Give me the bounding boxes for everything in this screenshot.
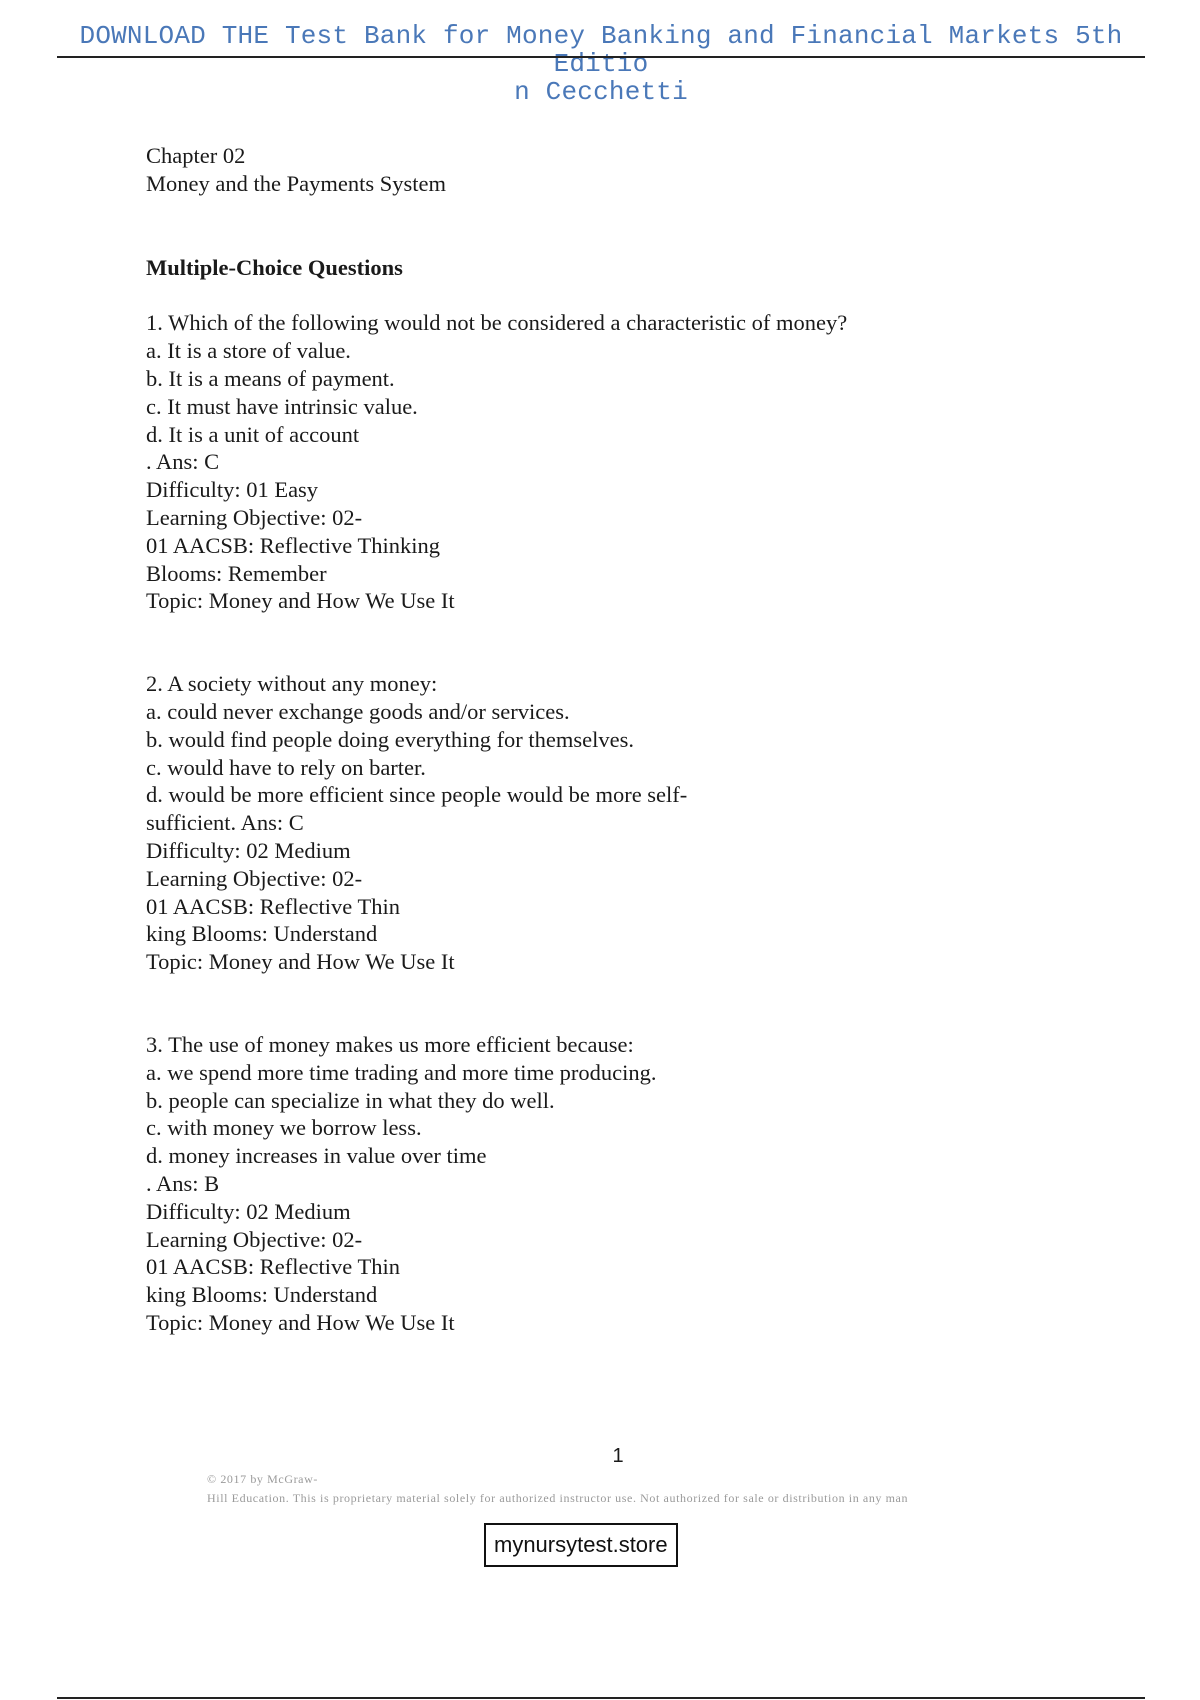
question-line: Topic: Money and How We Use It — [146, 1309, 455, 1335]
question-line: Topic: Money and How We Use It — [146, 949, 455, 975]
question-line: 01 AACSB: Reflective Thin — [146, 893, 400, 919]
question-line: Learning Objective: 02- — [146, 504, 363, 530]
question-line: b. It is a means of payment. — [146, 365, 395, 391]
page-number: 1 — [612, 1445, 624, 1467]
question-line: Topic: Money and How We Use It — [146, 588, 455, 614]
header-divider — [57, 56, 1145, 58]
question-line: c. It must have intrinsic value. — [146, 393, 418, 419]
chapter-title: Money and the Payments System — [146, 170, 446, 196]
question-line: 01 AACSB: Reflective Thinking — [146, 532, 440, 558]
question-prompt: 2. A society without any money: — [146, 671, 438, 697]
question-block — [146, 670, 1046, 976]
question-line: a. could never exchange goods and/or services. — [146, 698, 570, 724]
question-prompt: 3. The use of money makes us more efficient because: — [146, 1031, 634, 1057]
document-body — [146, 142, 1046, 1392]
store-label: mynursytest.store — [484, 1523, 678, 1567]
chapter-number: Chapter 02 — [146, 143, 246, 168]
question-prompt: 1. Which of the following would not be considered a characteristic of money? — [146, 310, 848, 336]
copyright-line-2: Hill Education. This is proprietary material solely for authorized instructor use. Not authorized for sale or distribution in any man — [207, 1491, 909, 1505]
question-list — [146, 309, 1046, 1336]
question-line: king Blooms: Understand — [146, 921, 378, 947]
question-line: Difficulty: 01 Easy — [146, 477, 319, 503]
copyright-notice — [207, 1470, 1107, 1508]
bottom-divider — [57, 1697, 1145, 1699]
copyright-line-1: © 2017 by McGraw- — [207, 1472, 318, 1486]
download-link-line-2[interactable]: n Cecchetti — [514, 77, 688, 107]
question-line: Difficulty: 02 Medium — [146, 837, 351, 863]
question-line: b. people can specialize in what they do well. — [146, 1087, 555, 1113]
question-line: d. would be more efficient since people would be more self- — [146, 782, 688, 808]
question-line: a. we spend more time trading and more time producing. — [146, 1059, 657, 1085]
download-link-header[interactable] — [57, 22, 1145, 106]
question-block — [146, 309, 1046, 615]
question-line: 01 AACSB: Reflective Thin — [146, 1254, 400, 1280]
question-line: c. with money we borrow less. — [146, 1115, 422, 1141]
question-line: Blooms: Remember — [146, 560, 327, 586]
question-line: Learning Objective: 02- — [146, 1226, 363, 1252]
question-line: sufficient. Ans: C — [146, 810, 304, 836]
question-line: Learning Objective: 02- — [146, 865, 363, 891]
question-line: c. would have to rely on barter. — [146, 754, 426, 780]
question-line: d. It is a unit of account — [146, 421, 360, 447]
question-line: a. It is a store of value. — [146, 338, 351, 364]
question-line: Difficulty: 02 Medium — [146, 1198, 351, 1224]
question-line: king Blooms: Understand — [146, 1282, 378, 1308]
question-block — [146, 1031, 1046, 1337]
question-line: b. would find people doing everything for themselves. — [146, 726, 635, 752]
download-link-line-1[interactable]: DOWNLOAD THE Test Bank for Money Banking and Financial Markets 5th Editio — [79, 21, 1123, 79]
question-line: . Ans: B — [146, 1170, 220, 1196]
question-line: d. money increases in value over time — [146, 1143, 487, 1169]
section-title: Multiple-Choice Questions — [146, 254, 403, 280]
question-line: . Ans: C — [146, 449, 220, 475]
